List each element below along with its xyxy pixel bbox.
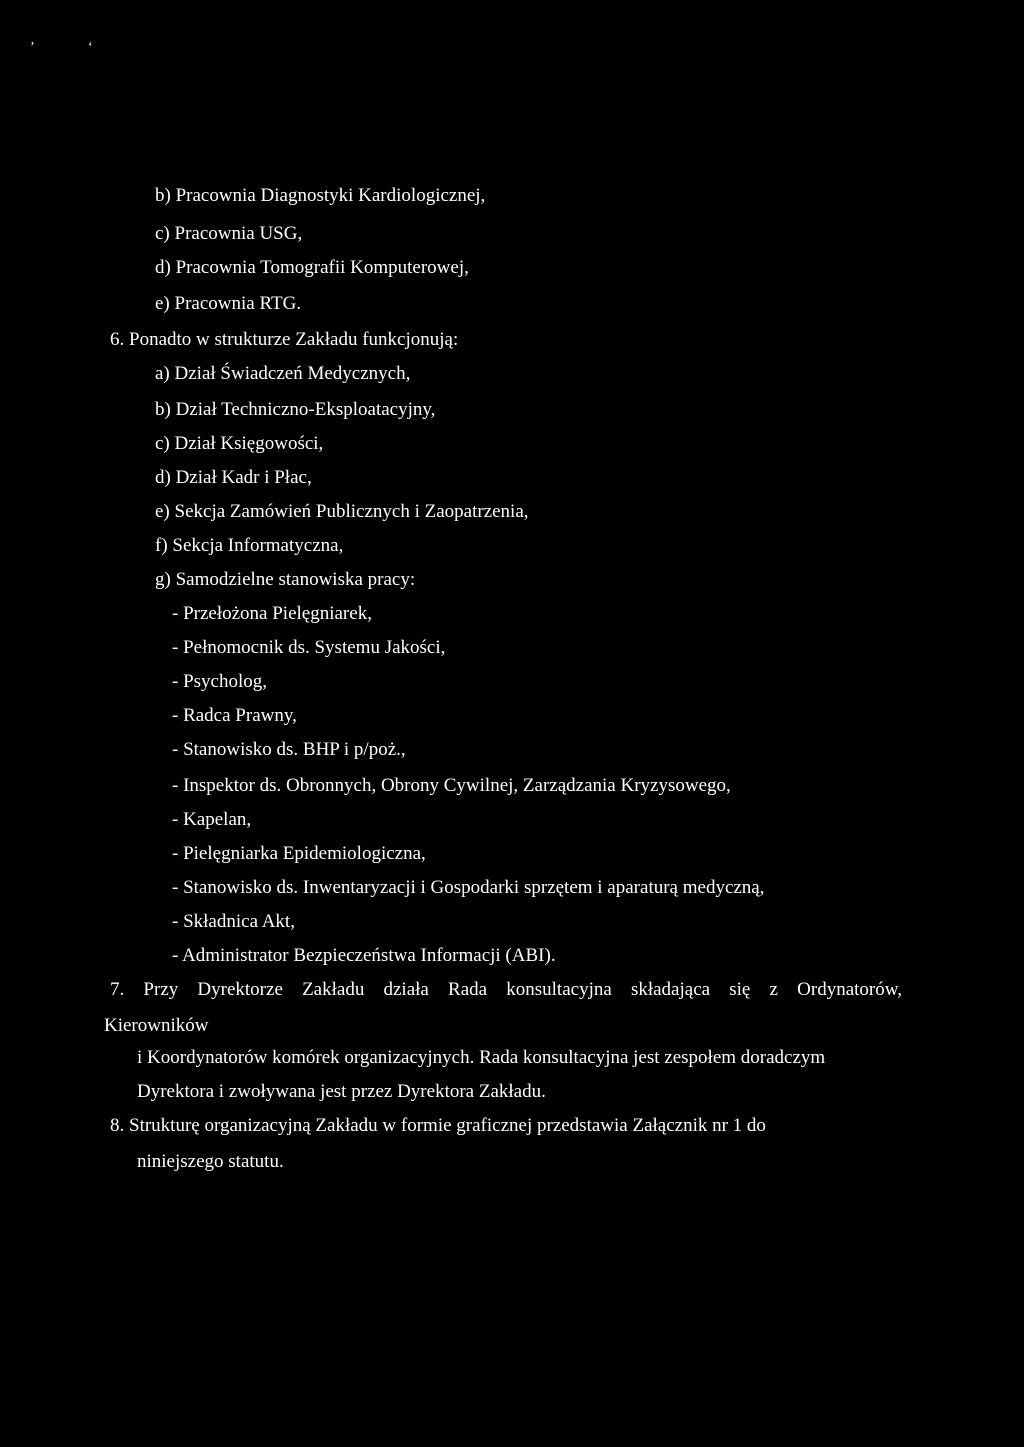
section-7-line-3: i Koordynatorów komórek organizacyjnych. Rada konsultacyjna jest zespołem doradczym [137, 1047, 826, 1068]
section-7-line-4: Dyrektora i zwoływana jest przez Dyrektora Zakładu. [137, 1081, 546, 1102]
position-item: - Przełożona Pielęgniarek, [172, 603, 372, 624]
list-item-d-kadr: d) Dział Kadr i Płac, [155, 467, 312, 488]
section-8-line-2: niniejszego statutu. [137, 1151, 284, 1172]
list-item-f-informatyczna: f) Sekcja Informatyczna, [155, 535, 344, 556]
list-item-d-tomografii: d) Pracownia Tomografii Komputerowej, [155, 257, 469, 278]
list-item-e-rtg: e) Pracownia RTG. [155, 293, 302, 314]
justified-word: konsultacyjna [506, 979, 612, 1000]
list-item-b-techniczno: b) Dział Techniczno-Eksploatacyjny, [155, 399, 436, 420]
justified-word: z [769, 979, 778, 1000]
justified-word: 7. [110, 979, 125, 1000]
list-item-e-zamowien: e) Sekcja Zamówień Publicznych i Zaopatrzenia, [155, 501, 529, 522]
position-item: - Psycholog, [172, 671, 267, 692]
position-item: - Kapelan, [172, 809, 252, 830]
list-item-c-usg: c) Pracownia USG, [155, 223, 303, 244]
list-item-c-ksiegowosci: c) Dział Księgowości, [155, 433, 324, 454]
justified-word: składająca [630, 979, 711, 1000]
list-item-g-samodzielne: g) Samodzielne stanowiska pracy: [155, 569, 416, 590]
justified-word: Ordynatorów, [797, 979, 902, 1000]
position-item: - Pełnomocnik ds. Systemu Jakości, [172, 637, 446, 658]
position-item: - Pielęgniarka Epidemiologiczna, [172, 843, 426, 864]
scan-mark-right: ʻ [88, 40, 93, 55]
list-item-b-diagnostyki: b) Pracownia Diagnostyki Kardiologicznej, [155, 185, 486, 206]
position-item: - Administrator Bezpieczeństwa Informacji (ABI). [172, 945, 556, 966]
section-7-first-line [110, 978, 902, 1002]
position-item: - Radca Prawny, [172, 705, 297, 726]
section-6-heading: 6. Ponadto w strukturze Zakładu funkcjonują: [110, 329, 459, 350]
justified-word: Zakładu [302, 979, 365, 1000]
justified-word: Dyrektorze [197, 979, 283, 1000]
position-item: - Inspektor ds. Obronnych, Obrony Cywilnej, Zarządzania Kryzysowego, [172, 775, 731, 796]
section-8-line-1: 8. Strukturę organizacyjną Zakładu w formie graficznej przedstawia Załącznik nr 1 do [110, 1115, 766, 1136]
justified-word: Rada [448, 979, 488, 1000]
list-item-a-swiadczen: a) Dział Świadczeń Medycznych, [155, 363, 411, 384]
justified-word: Przy [143, 979, 179, 1000]
position-item: - Stanowisko ds. Inwentaryzacji i Gospodarki sprzętem i aparaturą medyczną, [172, 877, 765, 898]
scan-mark-left: ʼ [30, 40, 35, 55]
justified-word: działa [383, 979, 429, 1000]
position-item: - Składnica Akt, [172, 911, 295, 932]
position-item: - Stanowisko ds. BHP i p/poż., [172, 739, 406, 760]
section-7-line-2: Kierowników [104, 1015, 209, 1036]
justified-word: się [729, 979, 751, 1000]
section-7-paragraph [110, 978, 902, 1002]
